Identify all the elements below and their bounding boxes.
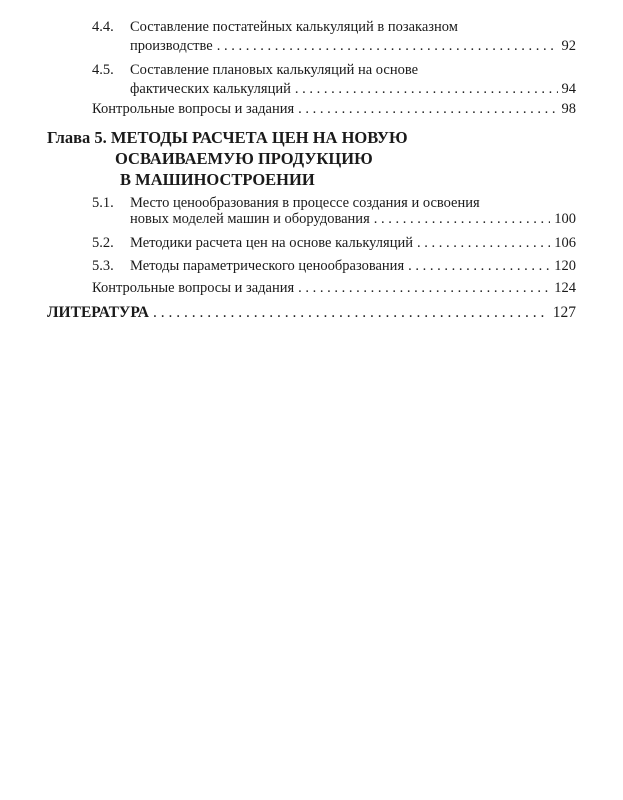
toc-entry-title-line1: Составление постатейных калькуляций в позаказном bbox=[130, 19, 458, 35]
toc-entry-page: 94 bbox=[561, 81, 576, 97]
dot-leader bbox=[298, 279, 550, 298]
toc-entry-title-line2: новых моделей машин и оборудования bbox=[130, 211, 370, 227]
toc-entry-page: 127 bbox=[552, 304, 576, 321]
chapter-heading-line1: Глава 5. МЕТОДЫ РАСЧЕТА ЦЕН НА НОВУЮ bbox=[47, 128, 408, 147]
toc-entry-title: Методы параметрического ценообразования bbox=[130, 258, 405, 274]
toc-entry-page: 106 bbox=[554, 235, 576, 251]
chapter-heading-line2: ОСВАИВАЕМУЮ ПРОДУКЦИЮ bbox=[115, 149, 373, 168]
toc-entry-number: 5.3. bbox=[92, 258, 114, 274]
toc-entry-page: 120 bbox=[554, 258, 576, 274]
toc-entry-page: 100 bbox=[554, 211, 576, 227]
toc-entry-leader-row bbox=[92, 279, 576, 298]
toc-entry-title-line1: Составление плановых калькуляций на основе bbox=[130, 62, 419, 78]
toc-entry-number: 5.2. bbox=[92, 235, 114, 251]
toc-entry-title-line1: Место ценообразования в процессе создания и освоения bbox=[130, 195, 480, 211]
toc-entry-title: ЛИТЕРАТУРА bbox=[47, 304, 149, 321]
toc-entry-title-line2: фактических калькуляций bbox=[130, 81, 291, 97]
toc-entry-title: Контрольные вопросы и задания bbox=[92, 101, 295, 117]
toc-entry-questions-5 bbox=[0, 0, 623, 300]
toc-entry-page: 92 bbox=[561, 38, 576, 54]
chapter-heading-line3: В МАШИНОСТРОЕНИИ bbox=[120, 170, 315, 189]
toc-entry-number: 4.5. bbox=[92, 62, 114, 78]
toc-entry-page: 98 bbox=[561, 101, 576, 117]
toc-entry-literature bbox=[47, 303, 576, 323]
dot-leader bbox=[153, 303, 549, 323]
toc-entry-number: 5.1. bbox=[92, 195, 114, 211]
toc-entry-title: Контрольные вопросы и задания bbox=[92, 280, 295, 296]
toc-entry-page: 124 bbox=[554, 280, 576, 296]
toc-entry-number: 4.4. bbox=[92, 19, 114, 35]
toc-entry-title-line2: производстве bbox=[130, 38, 213, 54]
toc-entry-title: Методики расчета цен на основе калькуляций bbox=[130, 235, 413, 251]
